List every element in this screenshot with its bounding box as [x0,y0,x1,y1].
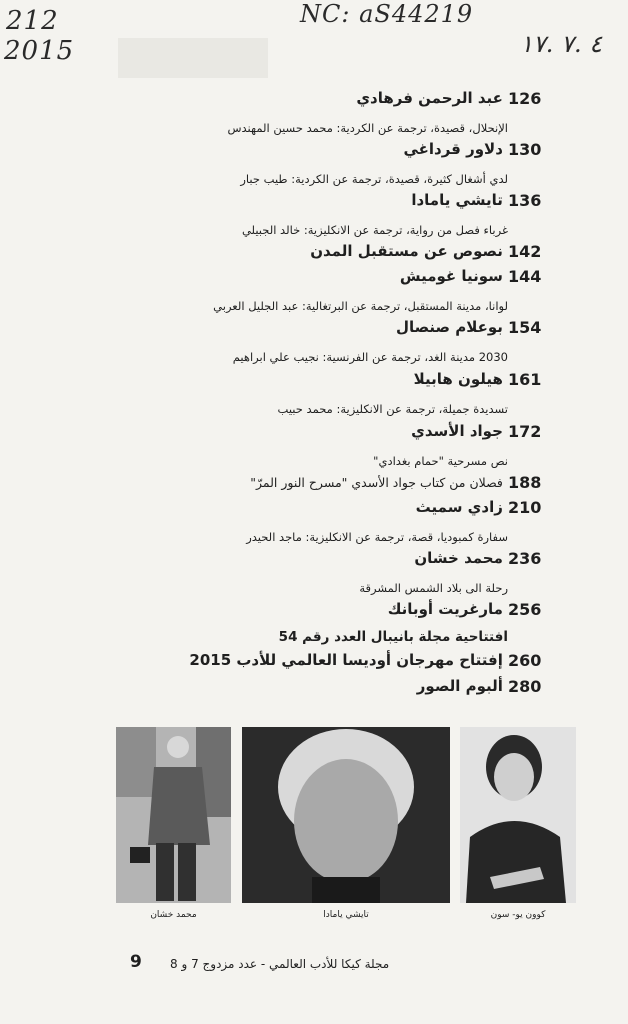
faded-header-box [118,38,268,78]
handwritten-date: ٤ .٧ .١٧ [520,30,603,58]
photo-caption: كوون يو- سون [490,910,546,920]
toc-page-number: 188 [508,473,542,492]
toc-author: سونيا غوميش [399,267,503,285]
photo-kwon-yeo-sun [460,727,576,903]
footer-journal-title: مجلة كيكا للأدب العالمي - عدد مزدوج 7 و 8 [170,957,390,971]
photo-caption: تايشي يامادا [323,910,369,920]
toc-page-number: 260 [508,651,542,670]
toc-entry[interactable] [417,676,578,700]
toc-entry[interactable] [356,88,578,112]
toc-author: نصوص عن مستقبل المدن [310,242,503,260]
toc-author: جواد الأسدي [411,422,503,440]
toc-entry[interactable] [400,266,578,290]
toc-entry[interactable] [411,190,578,214]
toc-author: عبد الرحمن فرهادي [356,89,503,107]
toc-author: بوعلام صنصال [395,318,503,336]
toc-subtitle: افتتاحية مجلة بانيبال العدد رقم 54 [278,629,508,645]
toc-page-number: 256 [508,600,542,619]
toc-subtitle: الإنحلال، قصيدة، ترجمة عن الكردية: محمد حسين المهندس [227,121,508,135]
toc-page-number: 280 [508,677,542,696]
toc-entry[interactable] [250,472,578,496]
toc-page-number: 142 [508,242,542,261]
toc-author: محمد خشان [414,549,503,567]
toc-subtitle-inline: فصلان من كتاب جواد الأسدي "مسرح النور المرّ" [250,475,503,490]
toc-author: إفتتاح مهرجان أوديسا العالمي للأدب 2015 [189,651,503,669]
toc-entry[interactable] [388,599,578,623]
toc-subtitle: تسديدة جميلة، ترجمة عن الانكليزية: محمد حبيب [277,402,508,416]
toc-author: ألبوم الصور [416,677,503,695]
toc-entry[interactable] [310,241,578,265]
toc-page-number: 210 [508,498,542,517]
toc-entry[interactable] [414,548,578,572]
toc-author: هيلون هابيلا [413,370,503,388]
portrait-icon [242,727,450,903]
toc-page-number: 172 [508,422,542,441]
toc-subtitle: نص مسرحية "حمام بغدادي" [373,454,508,468]
toc-subtitle: رحلة الى بلاد الشمس المشرقة [359,581,508,595]
toc-page-number: 136 [508,191,542,210]
photo-mohammed-khashan [116,727,231,903]
toc-page-number: 130 [508,140,542,159]
photo-caption: محمد خشان [150,910,197,920]
person-silhouette-icon [116,727,231,903]
toc-page-number: 236 [508,549,542,568]
toc-author: مارغريت أوبانك [387,600,503,618]
portrait-woman-icon [460,727,576,903]
toc-author: تايشي يامادا [411,191,503,209]
handwritten-call-number: NC: aS44219 [300,0,474,28]
handwritten-note-year: 2015 [4,36,75,66]
toc-page-number: 144 [508,267,542,286]
toc-subtitle: غرباء فصل من رواية، ترجمة عن الانكليزية: خالد الجبيلي [241,223,508,237]
toc-page-number: 154 [508,318,542,337]
page-number: 9 [130,952,142,972]
toc-entry[interactable] [189,650,578,674]
toc-subtitle: لوانا، مدينة المستقبل، ترجمة عن البرتغالية: عبد الجليل العربي [213,299,508,313]
toc-page-number: 161 [508,370,542,389]
toc-author: زادي سميث [415,498,503,516]
toc-subtitle: 2030 مدينة الغد، ترجمة عن الفرنسية: نجيب علي ابراهيم [232,350,508,364]
handwritten-note-212: 212 [6,6,59,36]
toc-entry[interactable] [416,497,578,521]
toc-entry[interactable] [411,421,578,445]
toc-entry[interactable] [396,317,578,341]
toc-subtitle: سفارة كمبوديا، قصة، ترجمة عن الانكليزية: ماجد الحيدر [246,530,508,544]
toc-author: دلاور قرداغي [403,140,503,158]
toc-entry[interactable] [403,139,578,163]
photo-taichi-yamada [242,727,450,903]
toc-page-number: 126 [508,89,542,108]
toc-subtitle: لدي أشغال كثيرة، قصيدة، ترجمة عن الكردية: طيب جبار [240,172,508,186]
toc-entry[interactable] [414,369,578,393]
